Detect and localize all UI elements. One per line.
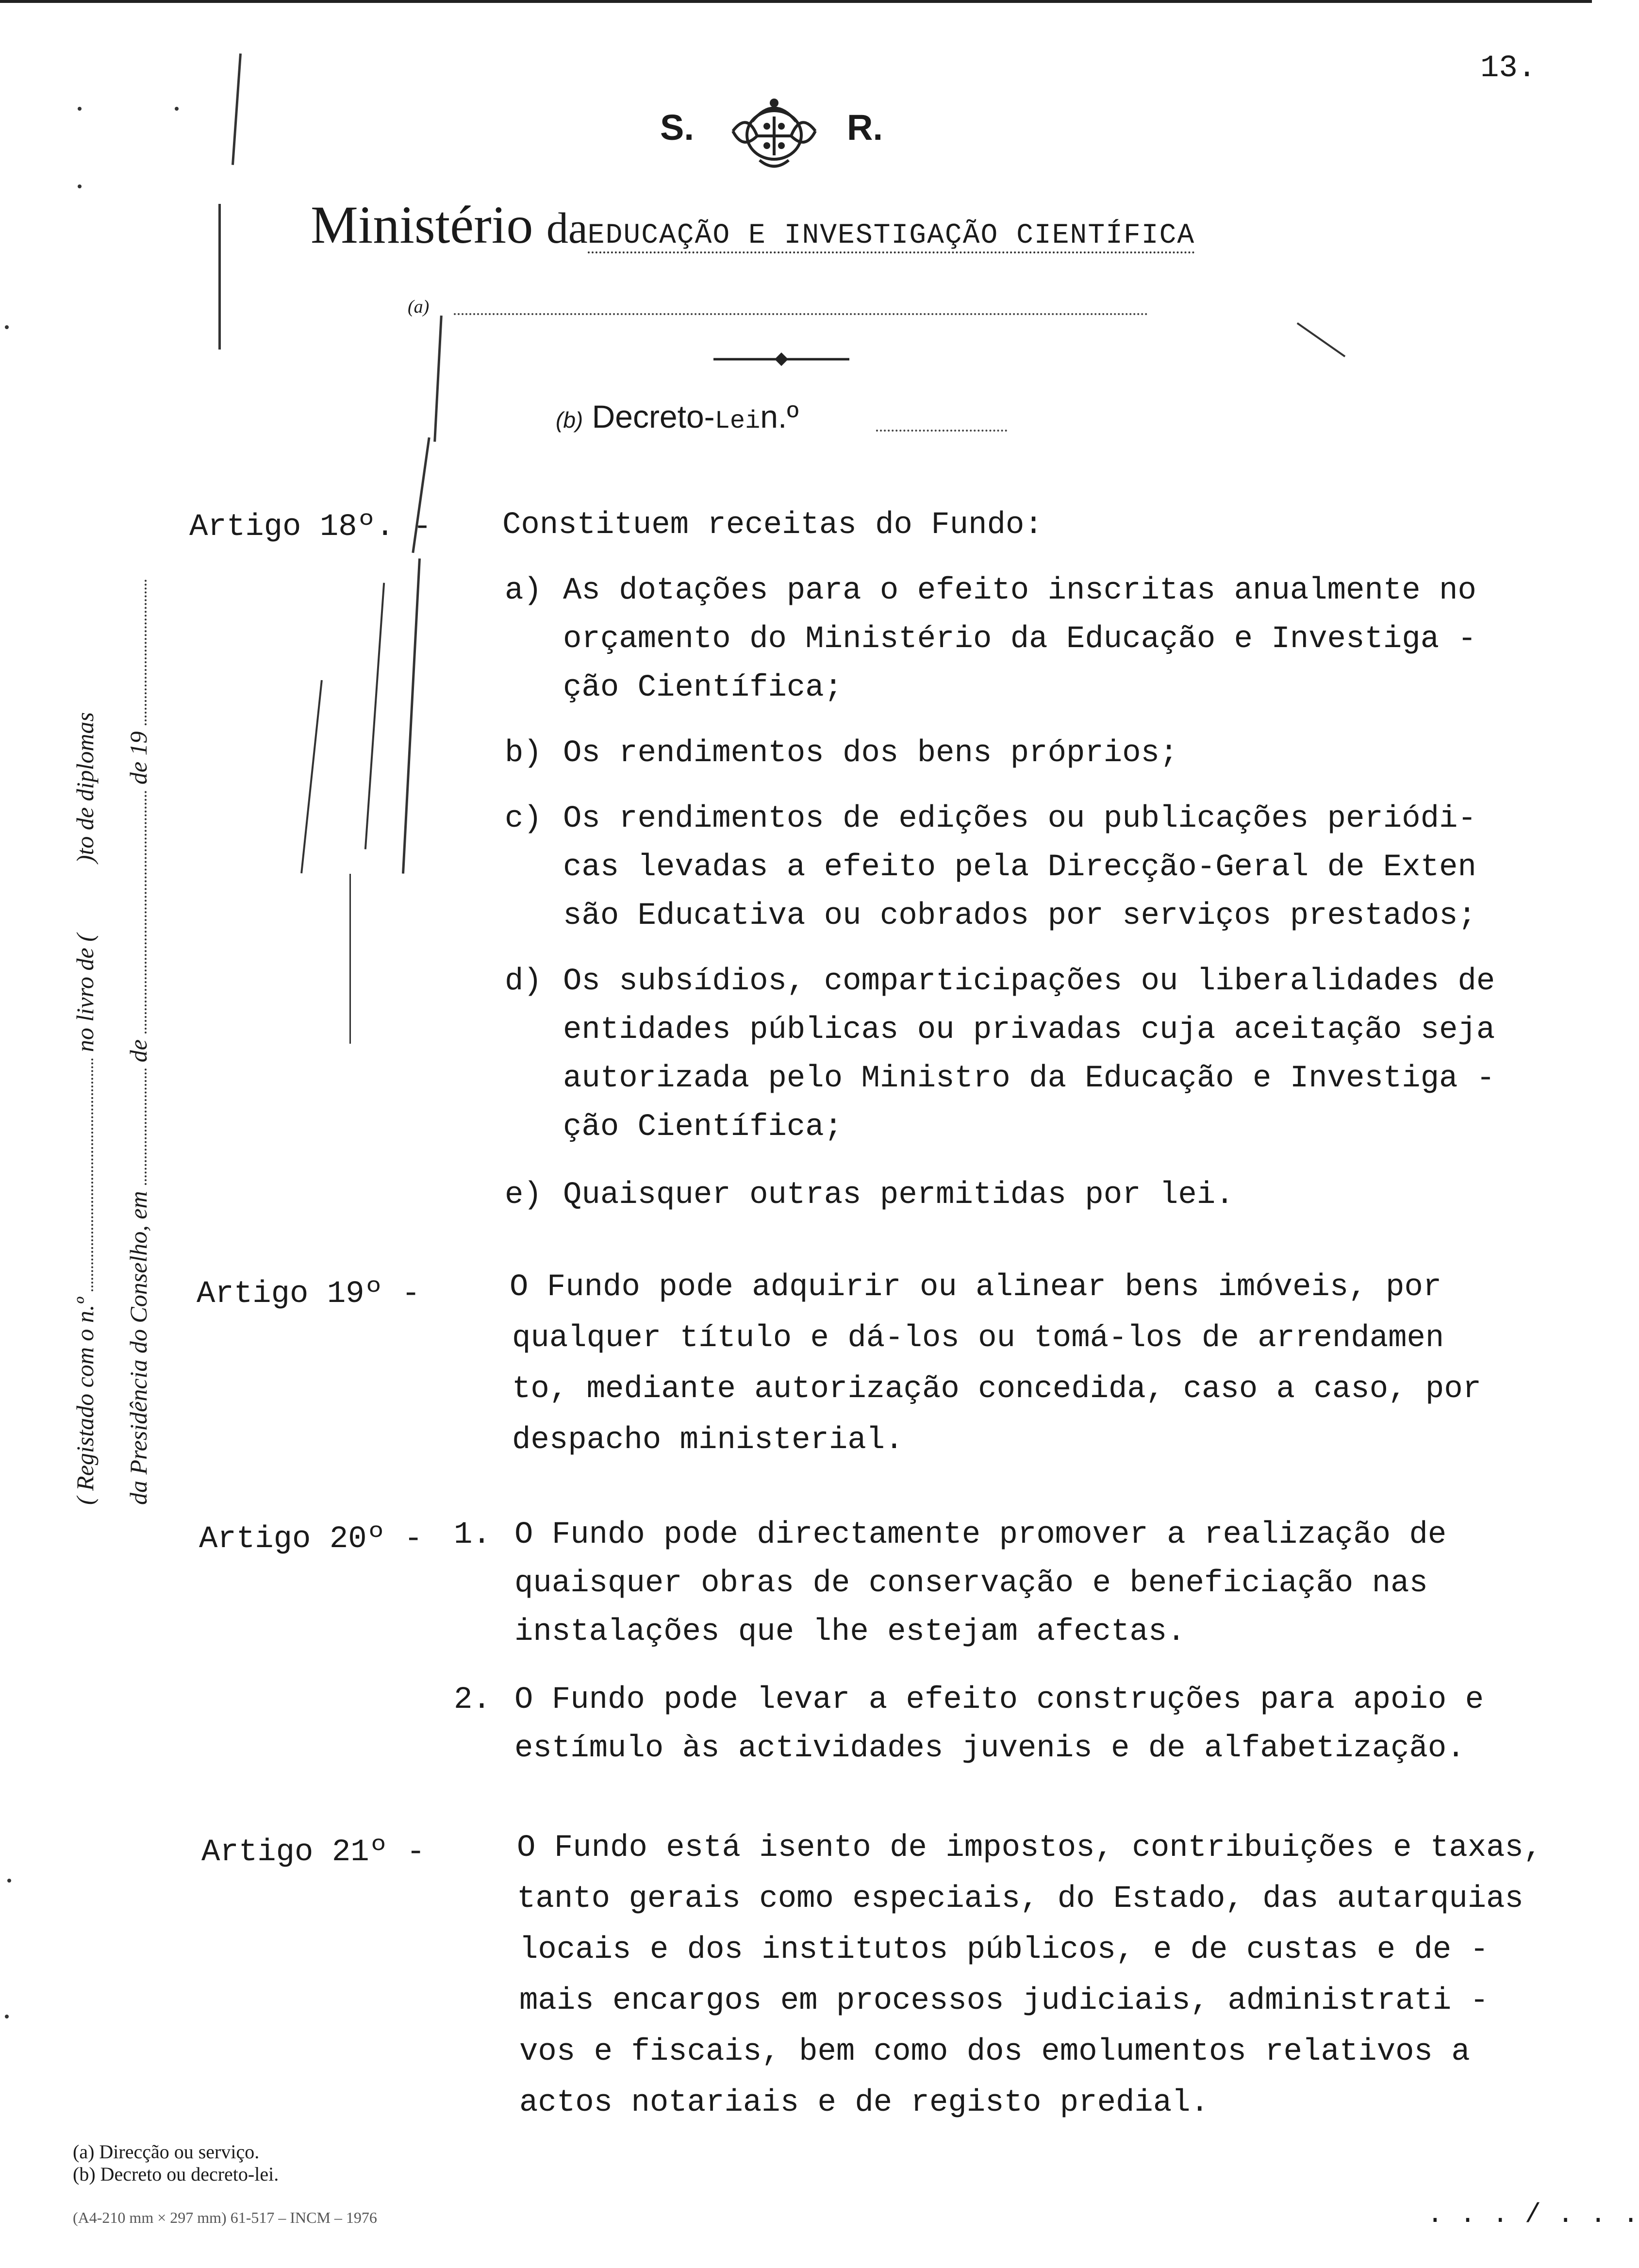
article-18-label: Artigo 18º. - [189,510,432,545]
sidebar-registered-label: ( Registado com o n.º [71,1297,99,1505]
sidebar-day-field [125,1068,147,1185]
article-20-item-1-line: O Fundo pode directamente promover a realização de [514,1518,1447,1552]
page-number: 13. [1480,51,1537,86]
registration-sidebar [58,580,165,1505]
decreto-label: Decreto- [592,399,715,434]
coat-of-arms-icon [718,92,830,175]
field-line-b [876,430,1007,432]
article-20-item-2-line: estímulo às actividades juvenis e de alfabetização. [514,1731,1465,1766]
scan-speck [175,107,179,111]
article-20-item-marker: 2. [454,1683,491,1718]
sidebar-month-field [125,791,147,1034]
article-18-item-d-line: ção Científica; [563,1110,843,1145]
article-18-item-d-line: entidades públicas ou privadas cuja aceitação seja [563,1013,1495,1048]
article-20-item-1-line: instalações que lhe estejam afectas. [514,1615,1186,1650]
article-18-item-d-line: Os subsídios, comparticipações ou liberalidades de [563,964,1495,999]
sidebar-presidency-label: da Presidência do Conselho, em [125,1191,152,1505]
article-18-item-a-line: As dotações para o efeito inscritas anualmente no [563,573,1476,608]
article-18-item-marker: a) [505,573,542,608]
sidebar-diplomas-label: )to de diplomas [71,712,99,864]
article-20-item-1-line: quaisquer obras de conservação e beneficiação nas [514,1566,1428,1601]
ministry-prefix: Ministério [311,195,533,254]
ministry-da: da [546,204,588,252]
ministry-department: EDUCAÇÃO E INVESTIGAÇÃO CIENTÍFICA [588,220,1195,253]
article-18-item-marker: e) [505,1178,542,1213]
scan-mark [402,558,421,873]
sidebar-line-2 [112,580,165,1505]
sidebar-year-field [125,580,147,725]
top-rule [0,0,1592,3]
sidebar-number-field [72,1058,93,1291]
article-20-item-2-line: O Fundo pode levar a efeito construções para apoio e [514,1683,1484,1718]
article-18-item-marker: b) [505,736,542,771]
scan-speck [78,184,82,188]
decreto-marker: (b) [556,407,583,433]
field-line-a [454,313,1148,315]
article-19-label: Artigo 19º - [197,1277,420,1312]
article-18-item-marker: d) [505,964,542,999]
footnote-b: (b) Decreto ou decreto-lei. [73,2163,279,2185]
article-19-line: qualquer título e dá-los ou tomá-los de arrendamen [512,1321,1444,1356]
article-18-item-c-line: são Educativa ou cobrados por serviços prestados; [563,899,1476,934]
scan-mark [300,680,323,873]
sidebar-book-label: no livro de ( [71,934,99,1052]
scan-mark [1297,322,1346,357]
article-21-line: vos e fiscais, bem como dos emolumentos relativos a [519,2035,1470,2069]
article-21-line: O Fundo está isento de impostos, contribuições e taxas, [517,1831,1542,1866]
article-18-item-d-line: autorizada pelo Ministro da Educação e Investiga - [563,1061,1495,1096]
ministry-title [311,194,1195,256]
article-18-item-c-line: Os rendimentos de edições ou publicações periódi- [563,801,1476,836]
article-21-line: tanto gerais como especiais, do Estado, das autarquias [517,1882,1523,1917]
scan-speck [5,2015,9,2018]
article-18-item-a-line: ção Científica; [563,670,843,705]
article-21-label: Artigo 21º - [201,1835,425,1870]
article-21-line: mais encargos em processos judiciais, administrati - [519,1984,1489,2018]
divider-ornament-icon [713,350,849,369]
scan-mark [349,874,351,1044]
header-sr-left: S. [660,107,694,148]
header-sr-right: R. [847,107,883,148]
article-18-item-c-line: cas levadas a efeito pela Direcção-Geral de Exten [563,850,1476,885]
article-18-item-marker: c) [505,801,542,836]
decreto-handwritten: Lei [714,407,761,435]
article-18-item-a-line: orçamento do Ministério da Educação e Investiga - [563,622,1476,657]
decreto-number-label: n.º [760,399,799,434]
sidebar-year-label: de 19 [125,731,152,785]
print-code: (A4-210 mm × 297 mm) 61-517 – INCM – 1976 [73,2209,377,2226]
scan-speck [7,1879,11,1883]
scan-speck [5,325,9,329]
article-18-item-b-line: Os rendimentos dos bens próprios; [563,736,1178,771]
sidebar-month-label: de [125,1039,152,1063]
article-19-line: O Fundo pode adquirir ou alinear bens imóveis, por [510,1270,1442,1305]
article-19-line: despacho ministerial. [512,1423,904,1458]
scan-mark [364,583,385,850]
field-label-a: (a) [408,297,430,317]
article-18-intro: Constituem receitas do Fundo: [502,508,1043,543]
decreto-title [556,398,798,435]
scan-speck [78,107,82,111]
footnotes [73,2141,279,2185]
article-20-label: Artigo 20º - [199,1522,423,1557]
scan-mark [433,316,443,442]
article-18-item-e-line: Quaisquer outras permitidas por lei. [563,1178,1234,1213]
article-21-line: actos notariais e de registo predial. [519,2085,1209,2120]
scan-mark [218,204,221,350]
sidebar-line-1 [58,580,112,1505]
article-19-line: to, mediante autorização concedida, caso a caso, por [512,1372,1482,1407]
footnote-a: (a) Direcção ou serviço. [73,2141,260,2163]
article-21-line: locais e dos institutos públicos, e de custas e de - [519,1933,1489,1968]
continues-marker: . . . / . . . [1427,2199,1639,2230]
scan-mark [232,53,242,165]
article-20-item-marker: 1. [454,1518,491,1552]
